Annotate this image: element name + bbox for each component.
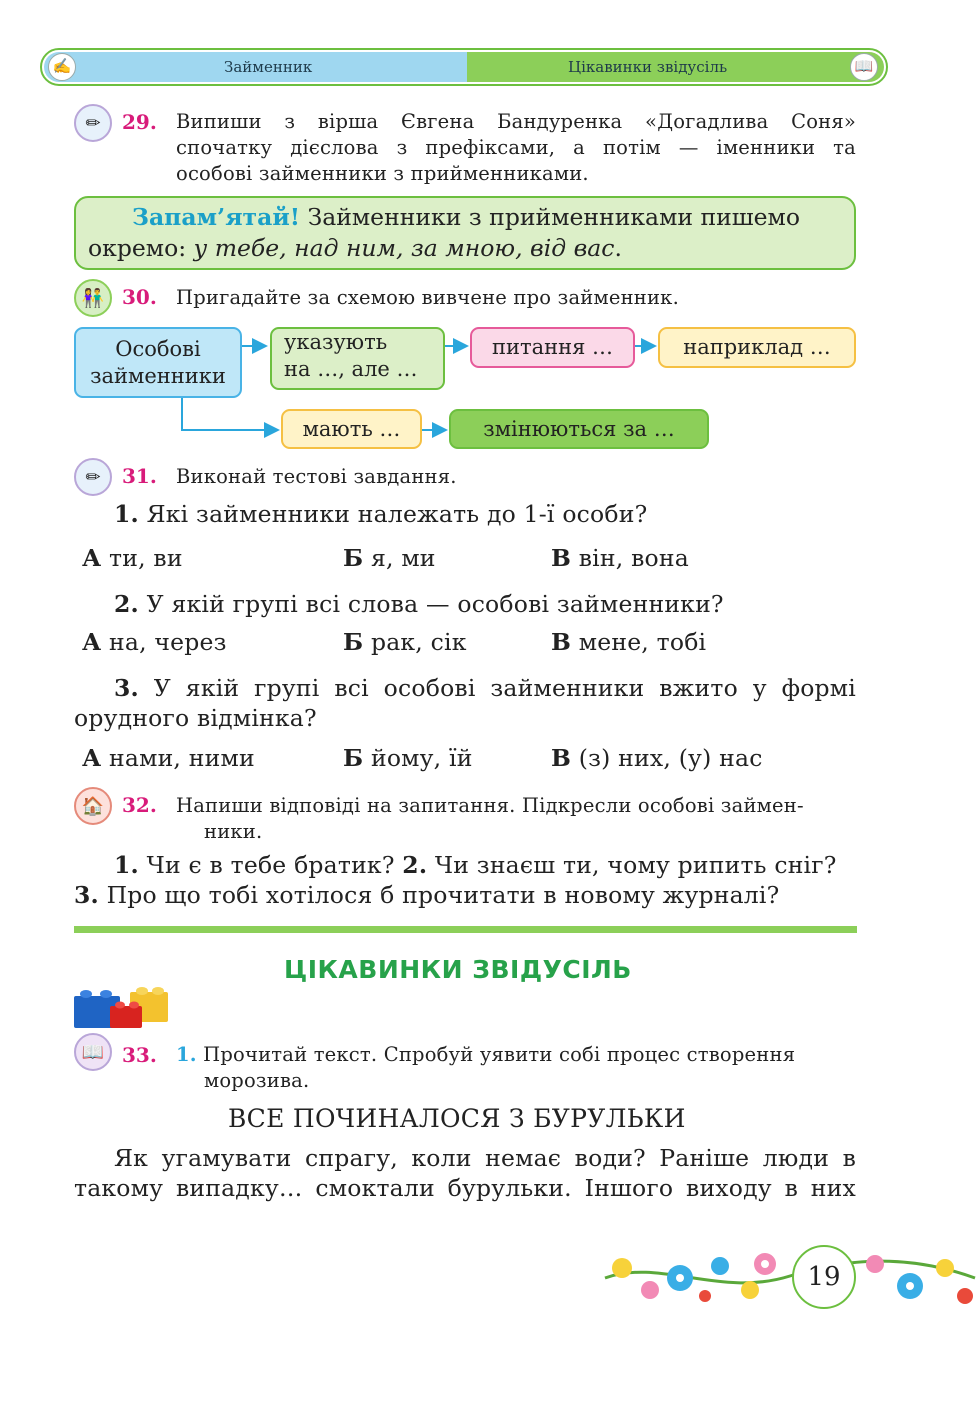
pen-icon: ✍: [48, 53, 76, 81]
answer-b: [343, 627, 467, 657]
remember-text: Займенники з прийменниками пишемо: [300, 203, 800, 231]
question-number: 2.: [114, 590, 139, 618]
subtask-number: 1.: [176, 1043, 197, 1066]
task-number: 30.: [122, 285, 157, 309]
task-number: 33.: [122, 1043, 157, 1067]
question-1: [114, 499, 647, 529]
task-33-line: Прочитай текст. Спробуй уявити собі процес створення: [196, 1043, 796, 1066]
answer-text: ти, ви: [101, 544, 183, 572]
scheme-main-line: займенники: [90, 363, 226, 388]
book-icon: 📖: [850, 53, 878, 81]
task-32-text: [176, 793, 856, 845]
answer-a: [82, 743, 255, 773]
question-text: Чи є в тебе братик?: [138, 851, 403, 879]
answer-b: [343, 743, 473, 773]
task-29-line: особові займенники з прийменниками.: [176, 162, 589, 185]
task-33-line: морозива.: [204, 1069, 310, 1092]
story-line: Як угамувати спрагу, коли немає води? Раніше люди в: [114, 1144, 856, 1172]
task-30-text: Пригадайте за схемою вивчене про займенник.: [176, 286, 679, 309]
question-text: Чи знаєш ти, чому рипить сніг?: [427, 851, 837, 879]
flower-garland: [600, 1238, 978, 1318]
header-left-label: Займенник: [224, 58, 313, 76]
question-number: 3.: [114, 674, 139, 702]
answer-text: він, вона: [571, 544, 689, 572]
scheme-have-text: мають …: [302, 416, 401, 441]
answer-letter: В: [551, 744, 572, 772]
scheme-have-box: [281, 409, 422, 449]
task-number: 31.: [122, 464, 157, 488]
answer-c: [551, 743, 763, 773]
answer-letter: В: [551, 628, 572, 656]
scheme-main-box: [74, 327, 242, 398]
answer-c: [551, 627, 706, 657]
task-number: 32.: [122, 793, 157, 817]
answer-a: [82, 543, 183, 573]
scheme-point-line: указують: [284, 330, 388, 354]
question-text: Про що тобі хотілося б прочитати в новому журналі?: [98, 881, 780, 909]
question-3: [74, 673, 856, 733]
answer-b: [343, 543, 436, 573]
answer-letter: А: [82, 544, 102, 572]
question-text: У якій групі всі слова — особові займенники?: [138, 590, 724, 618]
task-32-questions: [74, 850, 856, 910]
answer-text: (з) них, (у) нас: [571, 744, 763, 772]
scheme-change-text: змінюються за …: [483, 416, 675, 441]
remember-examples: у тебе, над ним, за мною, від вас: [193, 234, 615, 262]
scheme-example-text: наприклад …: [683, 335, 831, 359]
home-icon: 🏠: [74, 787, 112, 825]
task-32-line: Напиши відповіді на запитання. Підкресли особові займен-: [176, 794, 804, 817]
writing-icon: ✏: [74, 458, 112, 496]
scheme-point-line: на …, але …: [284, 357, 418, 381]
answer-text: на, через: [101, 628, 227, 656]
writing-icon: ✏: [74, 104, 112, 142]
question-number: 3.: [74, 881, 99, 909]
answer-text: нами, ними: [101, 744, 255, 772]
scheme-change-box: [449, 409, 709, 449]
answer-letter: Б: [343, 628, 364, 656]
reading-icon: 📖: [74, 1033, 112, 1071]
answer-text: йому, їй: [363, 744, 473, 772]
question-number: 1.: [114, 851, 139, 879]
answer-letter: Б: [343, 744, 364, 772]
answer-letter: А: [82, 628, 102, 656]
answer-letter: Б: [343, 544, 364, 572]
question-number: 2.: [402, 851, 428, 879]
task-number: 29.: [122, 110, 157, 134]
question-text: Які займенники належать до 1-ї особи?: [138, 500, 648, 528]
answer-text: рак, сік: [363, 628, 467, 656]
answer-letter: А: [82, 744, 102, 772]
task-29-line: спочатку дієслова з префіксами, а потім — іменники та: [176, 136, 856, 159]
scheme-question-text: питання …: [491, 335, 614, 359]
section-divider: [74, 926, 857, 933]
answer-text: мене, тобі: [571, 628, 707, 656]
story-title: ВСЕ ПОЧИНАЛОСЯ З БУРУЛЬКИ: [228, 1104, 686, 1133]
story-text: [74, 1143, 856, 1203]
answer-a: [82, 627, 227, 657]
task-31-text: Виконай тестові завдання.: [176, 465, 457, 488]
task-32-line: ники.: [204, 820, 263, 843]
scheme-point-box: [270, 327, 445, 390]
scheme-question-box: [470, 327, 635, 368]
remember-text: .: [614, 234, 622, 262]
header-right-label: Цікавинки звідусіль: [568, 58, 728, 76]
page-number: 19: [792, 1245, 856, 1309]
answer-c: [551, 543, 689, 573]
question-text: орудного відмінка?: [74, 704, 317, 732]
answer-text: я, ми: [363, 544, 436, 572]
answer-letter: В: [551, 544, 572, 572]
question-2: [114, 589, 724, 619]
task-29-line: Випиши з вірша Євгена Бандуренка «Догадлива Соня»: [176, 110, 856, 133]
remember-label: Запам’ятай!: [132, 203, 301, 231]
pair-work-icon: 👫: [74, 279, 112, 317]
question-text: У якій групі всі особові займенники вжито у формі: [138, 674, 856, 702]
story-line: такому випадку… смоктали бурульки. Іншого виходу в них: [74, 1174, 856, 1202]
section-title: ЦІКАВИНКИ ЗВІДУСІЛЬ: [284, 955, 632, 984]
scheme-main-line: Особові: [115, 336, 201, 361]
scheme-example-box: [658, 327, 856, 368]
scheme-arrows: [0, 0, 980, 470]
remember-text: окремо:: [88, 234, 194, 262]
task-33-text: [176, 1042, 856, 1094]
lego-bricks-icon: [72, 982, 172, 1032]
question-number: 1.: [114, 500, 139, 528]
